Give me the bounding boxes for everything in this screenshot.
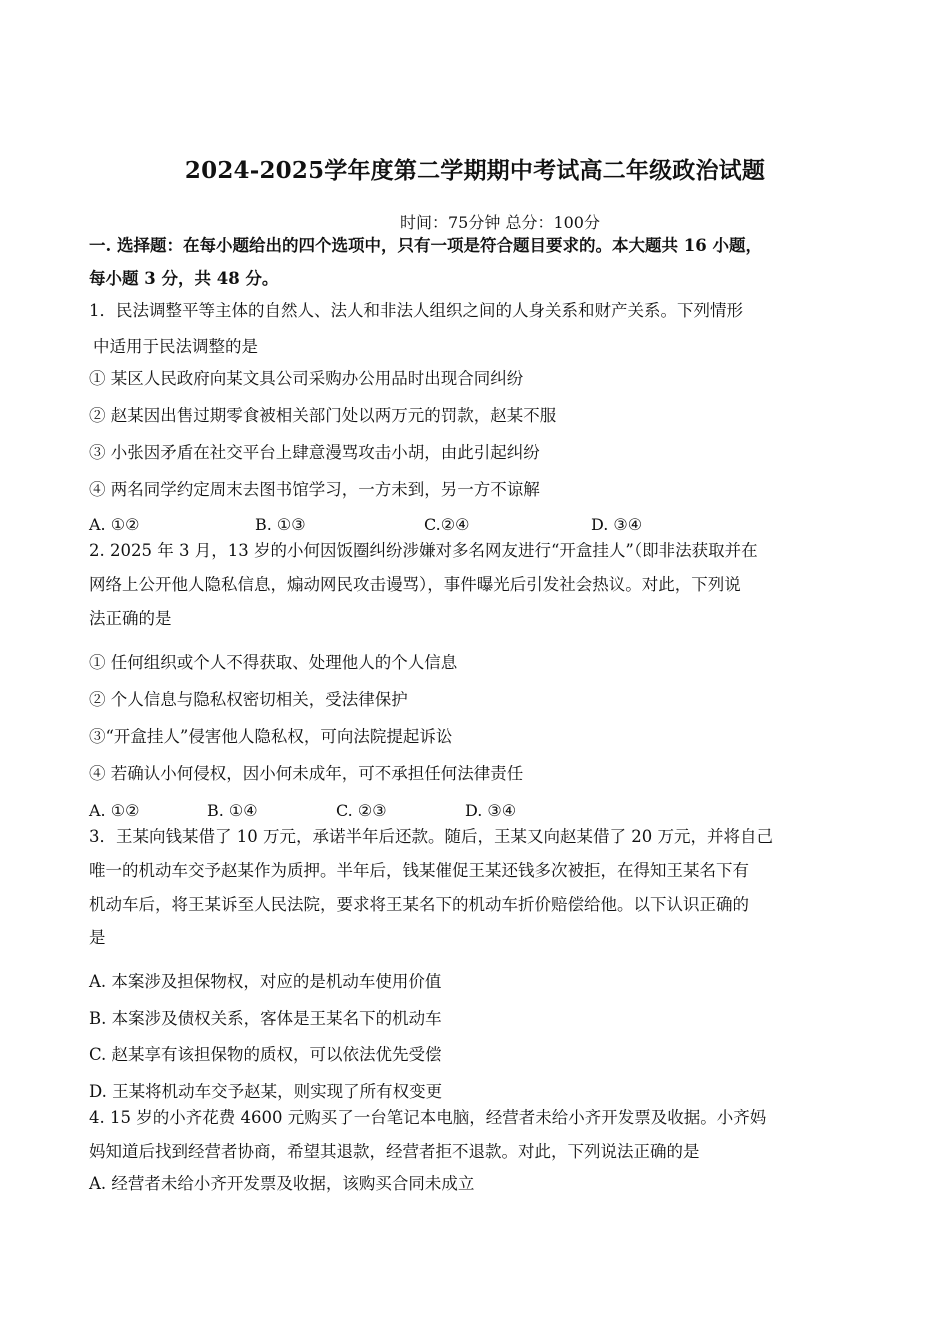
q1-option-a: A. ①② <box>89 515 140 534</box>
q2-option-a: A. ①② <box>89 801 140 820</box>
q2-item-4: ④ 若确认小何侵权，因小何未成年，可不承担任何法律责任 <box>89 764 524 783</box>
q2-option-d: D. ③④ <box>465 801 517 820</box>
q1-option-b: B. ①③ <box>255 515 306 534</box>
q4-stem-line2: 妈知道后找到经营者协商，希望其退款，经营者拒不退款。对此，下列说法正确的是 <box>89 1142 700 1161</box>
q2-item-3: ③“开盒挂人”侵害他人隐私权，可向法院提起诉讼 <box>89 727 453 746</box>
q4-option-a: A. 经营者未给小齐开发票及收据，该购买合同未成立 <box>89 1174 475 1193</box>
q2-stem-line1: 2. 2025 年 3 月，13 岁的小何因饭圈纠纷涉嫌对多名网友进行“开盒挂人”（即非法获取并在 <box>89 541 758 560</box>
section-instruction-line1: 一. 选择题：在每小题给出的四个选项中，只有一项是符合题目要求的。本大题共 16 小题， <box>89 236 762 255</box>
q3-stem-line4: 是 <box>89 928 106 947</box>
q3-option-c: C. 赵某享有该担保物的质权，可以依法优先受偿 <box>89 1045 442 1064</box>
section-instruction-line2: 每小题 3 分，共 48 分。 <box>89 269 279 288</box>
q1-option-d: D. ③④ <box>591 515 643 534</box>
q1-option-c: C.②④ <box>424 515 470 534</box>
q3-stem-line1: 3．王某向钱某借了 10 万元，承诺半年后还款。随后，王某又向赵某借了 20 万元，并将自己 <box>89 827 773 846</box>
q1-item-4: ④ 两名同学约定周末去图书馆学习，一方未到，另一方不谅解 <box>89 480 540 499</box>
q3-stem-line2: 唯一的机动车交予赵某作为质押。半年后，钱某催促王某还钱多次被拒，在得知王某名下有 <box>89 861 749 880</box>
q3-option-a: A. 本案涉及担保物权，对应的是机动车使用价值 <box>89 972 442 991</box>
q4-stem-line1: 4. 15 岁的小齐花费 4600 元购买了一台笔记本电脑，经营者未给小齐开发票及收据。小齐妈 <box>89 1108 767 1127</box>
q2-option-b: B. ①④ <box>207 801 258 820</box>
q2-stem-line2: 网络上公开他人隐私信息，煽动网民攻击谩骂），事件曝光后引发社会热议。对此，下列说 <box>89 575 741 594</box>
q2-stem-line3: 法正确的是 <box>89 609 172 628</box>
page-title: 2024-2025学年度第二学期期中考试高二年级政治试题 <box>184 157 766 184</box>
q1-stem-line1: 1．民法调整平等主体的自然人、法人和非法人组织之间的人身关系和财产关系。下列情形 <box>89 301 743 320</box>
exam-meta: 时间：75分钟 总分：100分 <box>400 213 600 232</box>
q1-item-1: ① 某区人民政府向某文具公司采购办公用品时出现合同纠纷 <box>89 369 524 388</box>
q1-stem-line2: 中适用于民法调整的是 <box>93 337 258 356</box>
q2-item-1: ① 任何组织或个人不得获取、处理他人的个人信息 <box>89 653 458 672</box>
q1-item-2: ② 赵某因出售过期零食被相关部门处以两万元的罚款，赵某不服 <box>89 406 557 425</box>
q3-option-b: B. 本案涉及债权关系，客体是王某名下的机动车 <box>89 1009 442 1028</box>
q2-item-2: ② 个人信息与隐私权密切相关，受法律保护 <box>89 690 408 709</box>
q2-option-c: C. ②③ <box>336 801 387 820</box>
q3-stem-line3: 机动车后，将王某诉至人民法院，要求将王某名下的机动车折价赔偿给他。以下认识正确的 <box>89 895 749 914</box>
q1-item-3: ③ 小张因矛盾在社交平台上肆意漫骂攻击小胡，由此引起纠纷 <box>89 443 540 462</box>
q3-option-d: D. 王某将机动车交予赵某，则实现了所有权变更 <box>89 1082 443 1101</box>
